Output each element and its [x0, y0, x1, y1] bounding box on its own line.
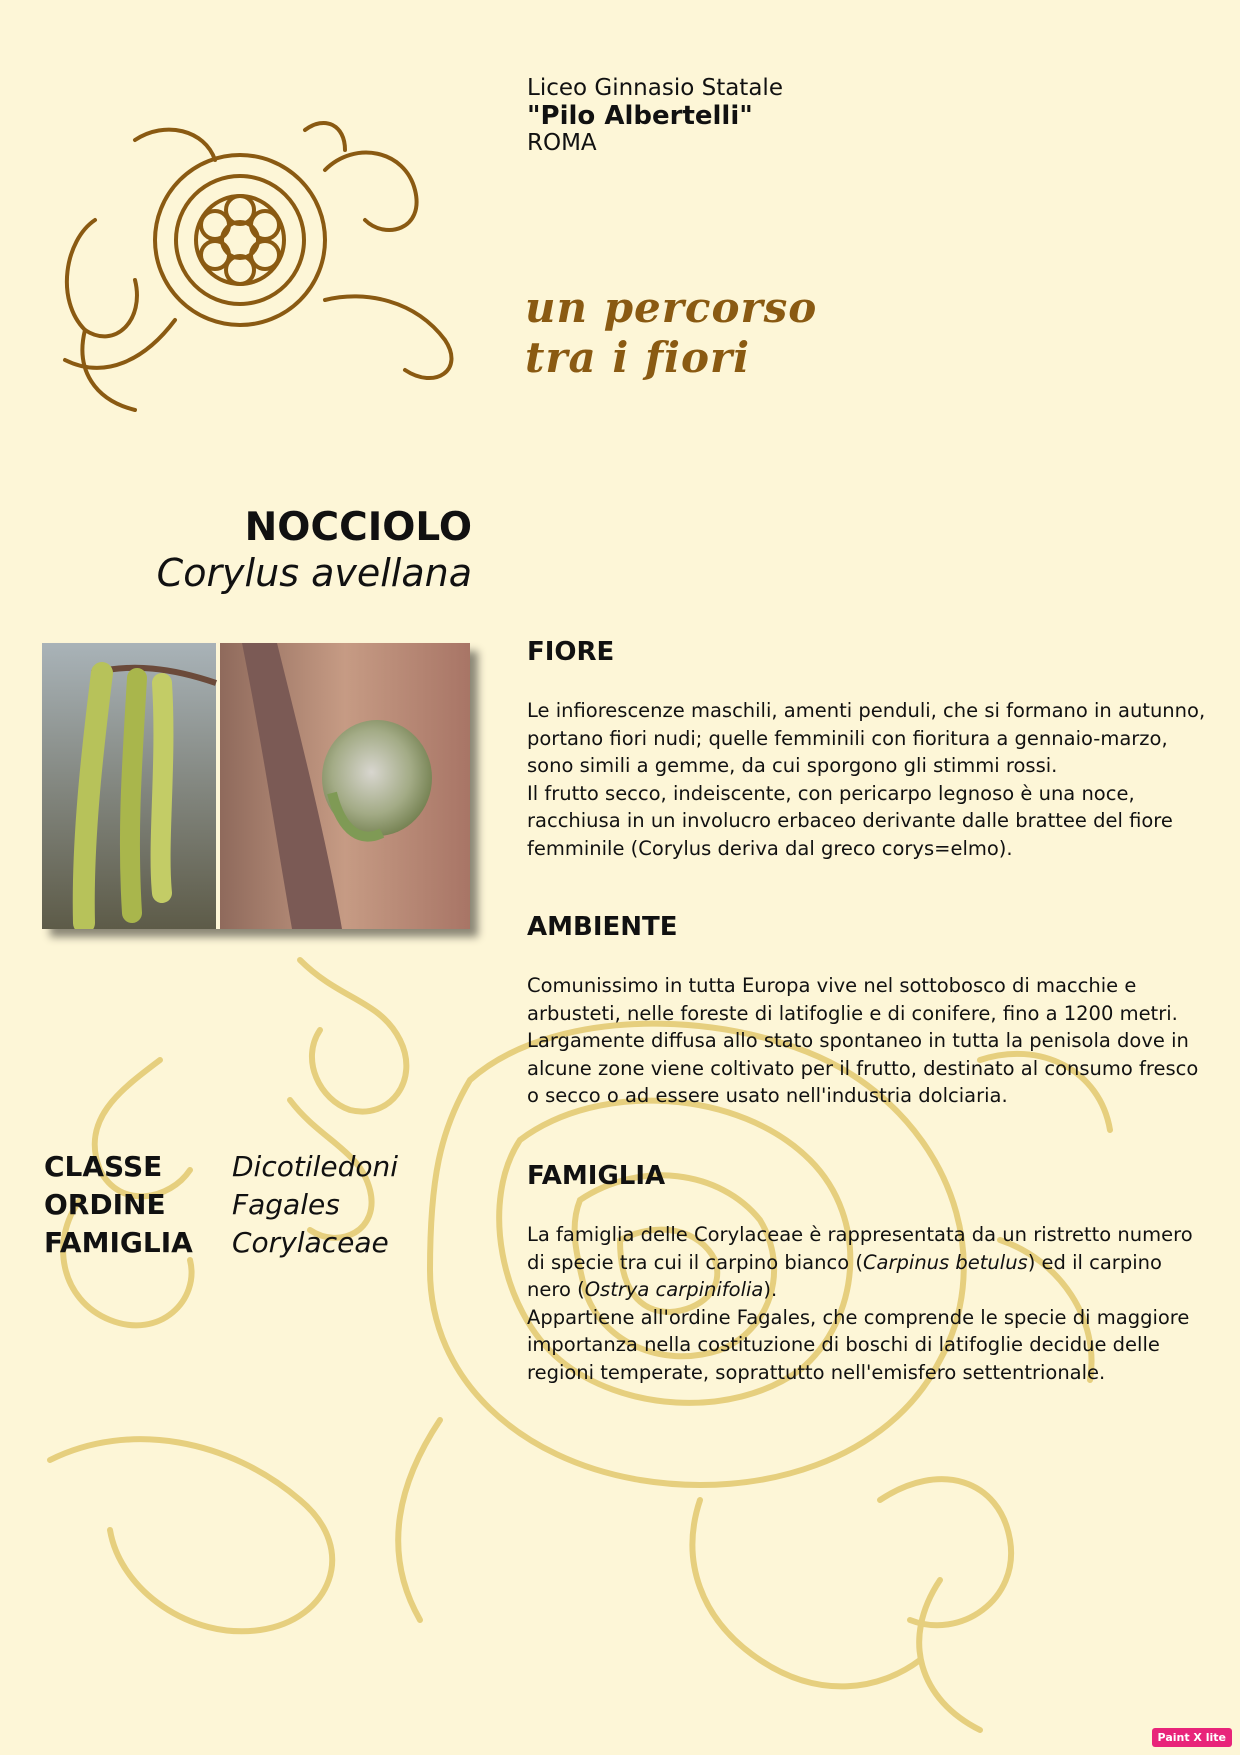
carpinus-betulus: Carpinus betulus: [862, 1250, 1028, 1274]
taxonomy-value: Corylaceae: [232, 1226, 389, 1259]
paint-x-lite-badge: Paint X lite: [1152, 1728, 1232, 1747]
bud-photo: [220, 643, 470, 929]
famiglia-text-a: La famiglia delle Corylaceae è rappresentata da un ristretto numero di specie tra cui il carpino bianco (: [527, 1223, 1193, 1274]
catkins-photo: [42, 643, 216, 929]
taxonomy-key: ORDINE: [44, 1188, 166, 1221]
section-ambiente-p2: Largamente diffusa allo stato spontaneo in tutta la penisola dove in alcune zone viene coltivato per il frutto, destinato al consumo fresco o secco o ad essere usato nell'industria dolciaria.: [527, 1029, 1199, 1107]
taxonomy-value: Fagales: [232, 1188, 340, 1221]
plant-photos: [42, 643, 470, 929]
section-famiglia-p1: [527, 1221, 1207, 1304]
motto: [525, 283, 817, 383]
section-famiglia: [527, 1161, 1207, 1386]
famiglia-text-e: ).: [763, 1278, 778, 1301]
taxonomy-row: [44, 1186, 398, 1224]
school-line1: Liceo Ginnasio Statale: [527, 75, 783, 101]
section-fiore: [527, 637, 1207, 862]
famiglia-text-c: ) ed il carpino nero (: [527, 1250, 1162, 1301]
flower-logo-ornament: [25, 120, 505, 440]
ostrya-carpinifolia: Ostrya carpinifolia: [584, 1278, 764, 1301]
scientific-name: Corylus avellana: [156, 551, 472, 595]
section-fiore-title: FIORE: [527, 637, 615, 667]
section-fiore-p1: Le infiorescenze maschili, amenti penduli, che si formano in autunno, portano fiori nudi; quelle femminili con fioritura a gennaio-marzo, sono simili a gemme, da cui sporgono gli stimmi rossi.: [527, 699, 1206, 777]
school-header: [527, 76, 783, 157]
section-famiglia-title: FAMIGLIA: [527, 1161, 666, 1191]
taxonomy-key: CLASSE: [44, 1150, 163, 1183]
school-name: "Pilo Albertelli": [527, 100, 753, 131]
section-ambiente: [527, 912, 1207, 1110]
motto-line1: un percorso: [525, 283, 818, 332]
section-ambiente-p1: Comunissimo in tutta Europa vive nel sottobosco di macchie e arbusteti, nelle foreste di latifoglie e di conifere, fino a 1200 metri.: [527, 974, 1178, 1025]
section-ambiente-title: AMBIENTE: [527, 912, 678, 942]
taxonomy-row: [44, 1148, 398, 1186]
plant-title: [32, 505, 472, 595]
taxonomy-table: [44, 1148, 398, 1262]
common-name: NOCCIOLO: [244, 505, 472, 550]
motto-line2: tra i fiori: [525, 333, 751, 382]
taxonomy-key: FAMIGLIA: [44, 1226, 193, 1259]
taxonomy-row: [44, 1224, 398, 1262]
taxonomy-value: Dicotiledoni: [232, 1150, 399, 1183]
school-city: ROMA: [527, 129, 597, 156]
section-fiore-p2: Il frutto secco, indeiscente, con pericarpo legnoso è una noce, racchiusa in un involucro erbaceo derivante dalle brattee del fiore femminile (Corylus deriva dal greco corys=elmo).: [527, 781, 1173, 860]
section-famiglia-p2: Appartiene all'ordine Fagales, che comprende le specie di maggiore importanza nella costituzione di boschi di latifoglie decidue delle regioni temperate, soprattutto nell'emisfero settentrionale.: [527, 1305, 1190, 1384]
